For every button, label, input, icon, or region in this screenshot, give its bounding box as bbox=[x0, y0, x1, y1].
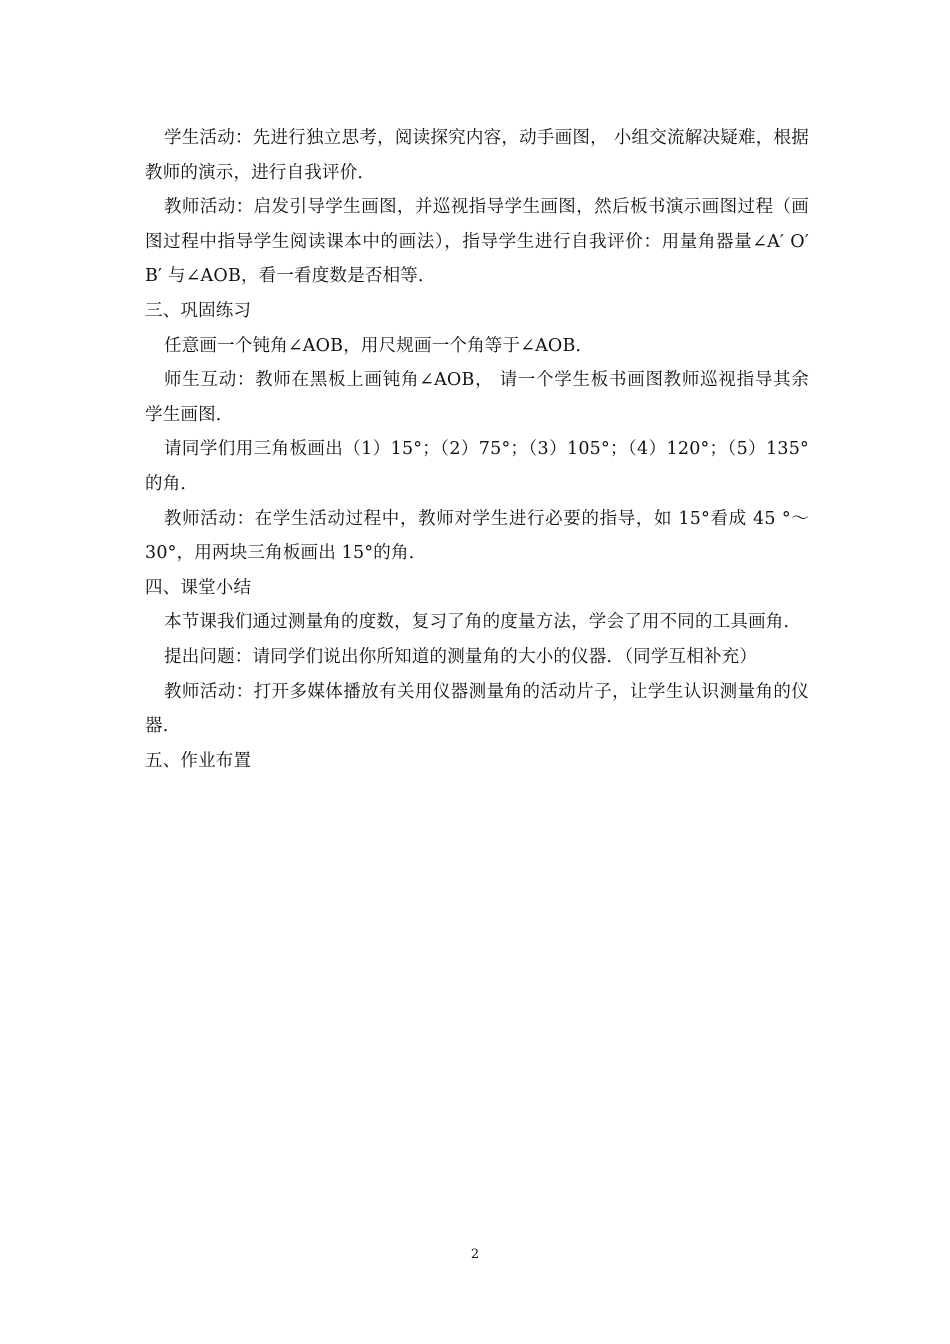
student-activity-paragraph: 学生活动：先进行独立思考，阅读探究内容，动手画图， 小组交流解决疑难，根据教师的演示，进行自我评价． bbox=[145, 128, 809, 183]
exercise-paragraph: 任意画一个钝角∠AOB，用尺规画一个角等于∠AOB． bbox=[164, 335, 594, 356]
question-paragraph: 提出问题：请同学们说出你所知道的测量角的大小的仪器．（同学互相补充） bbox=[164, 646, 758, 667]
document-body bbox=[145, 121, 809, 778]
page-number: 2 bbox=[470, 1247, 480, 1262]
section-heading-summary: 四、课堂小结 bbox=[145, 577, 252, 598]
interaction-paragraph: 师生互动：教师在黑板上画钝角∠AOB， 请一个学生板书画图教师巡视指导其余学生画图． bbox=[145, 370, 809, 425]
section-heading-practice: 三、巩固练习 bbox=[145, 300, 252, 321]
summary-paragraph: 本节课我们通过测量角的度数，复习了角的度量方法，学会了用不同的工具画角． bbox=[164, 612, 802, 633]
teacher-activity-paragraph: 教师活动：启发引导学生画图，并巡视指导学生画图，然后板书演示画图过程（画图过程中指导学生阅读课本中的画法），指导学生进行自我评价：用量角器量∠A′ O′ B′ 与∠AOB，看一看度数是否相等． bbox=[145, 197, 809, 287]
multimedia-paragraph: 教师活动：打开多媒体播放有关用仪器测量角的活动片子，让学生认识测量角的仪器． bbox=[145, 681, 809, 737]
section-heading-homework: 五、作业布置 bbox=[145, 750, 252, 771]
teacher-guidance-paragraph: 教师活动：在学生活动过程中，教师对学生进行必要的指导，如 15°看成 45 °～30°，用两块三角板画出 15°的角． bbox=[145, 508, 809, 564]
triangle-ruler-paragraph: 请同学们用三角板画出（1）15°；（2）75°；（3）105°；（4）120°；（5）135°的角． bbox=[145, 439, 809, 494]
